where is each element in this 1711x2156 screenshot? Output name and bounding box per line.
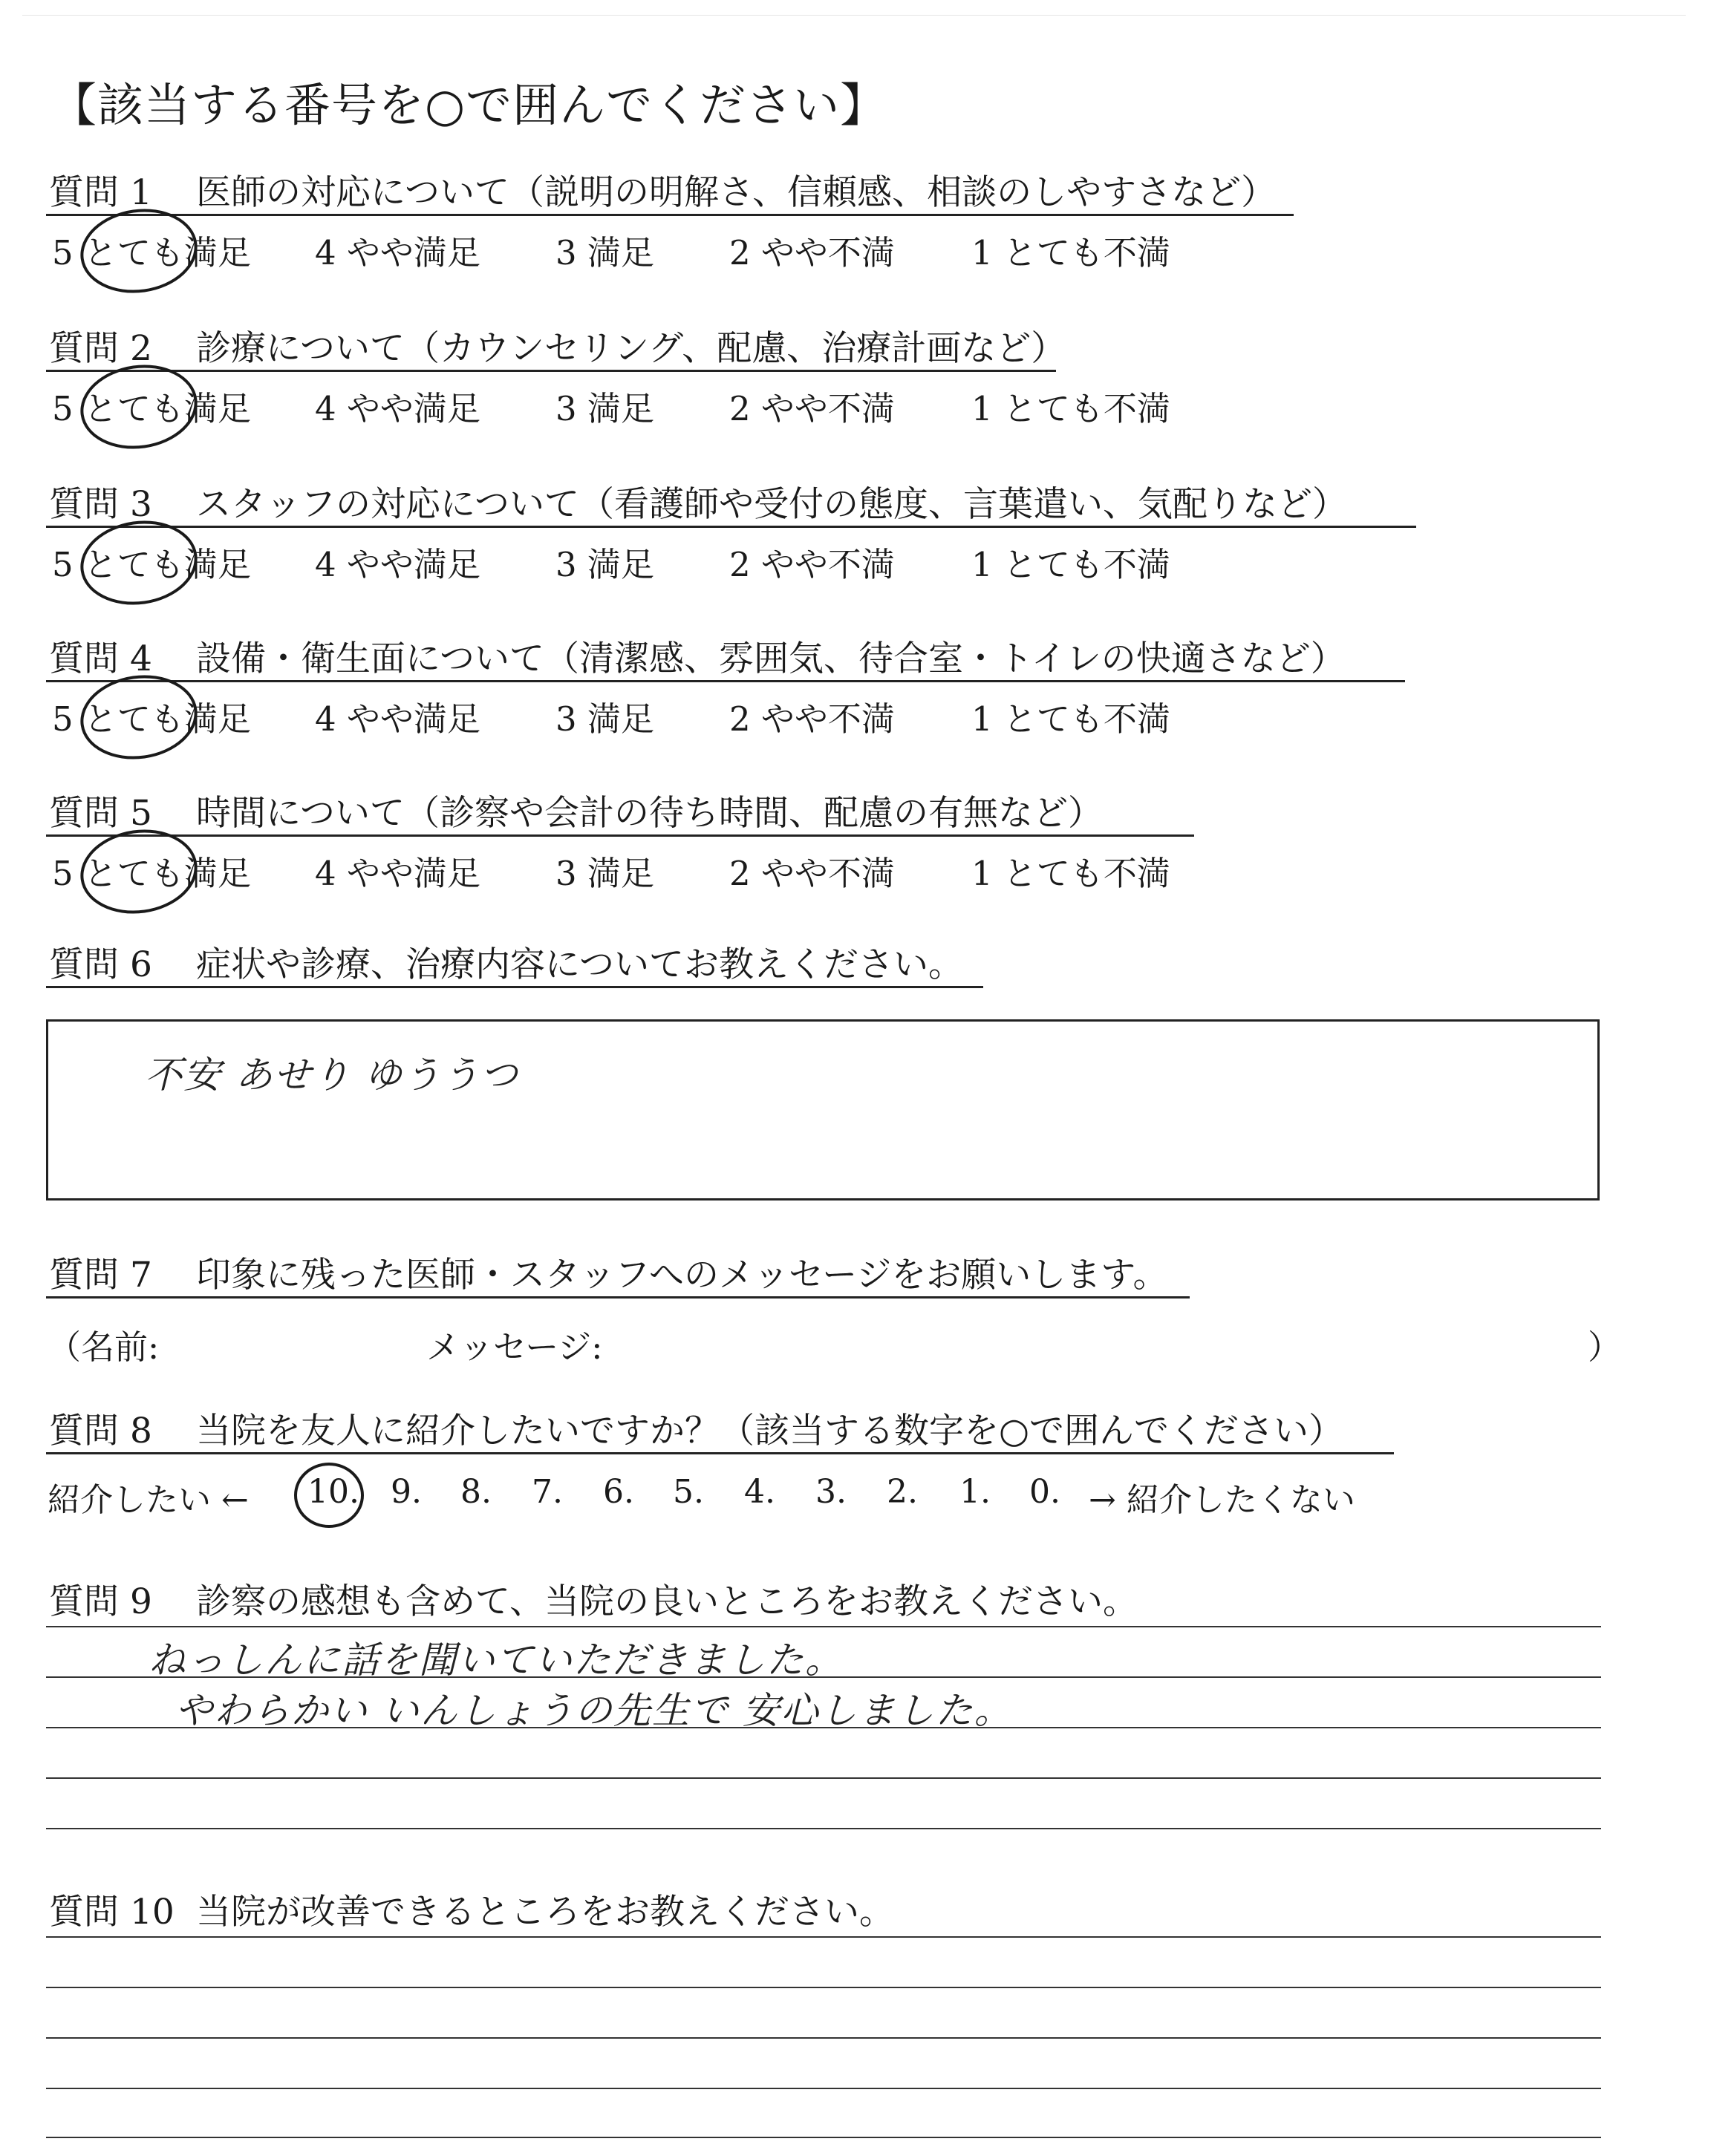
question-text: 医師の対応について（説明の明解さ、信頼感、相談のしやすさなど） [196,172,1277,213]
question-underline [46,214,1294,216]
question-3 [49,477,1347,526]
rating-option[interactable]: 3 満足 [555,854,654,893]
question-8 [49,1403,1343,1453]
question-number: 質問 4 [49,638,152,679]
scale-option[interactable]: 3. [815,1473,847,1511]
rating-option[interactable]: 4 やや満足 [315,545,480,584]
selection-circle [75,202,203,301]
question-text: 診察の感想も含めて、当院の良いところをお教えください。 [196,1581,1138,1622]
rating-option[interactable]: 2 やや不満 [729,699,895,739]
question-number: 質問 6 [49,944,152,985]
page-edge [22,15,1686,16]
question-underline [46,1452,1394,1454]
question-underline [46,834,1194,837]
selection-circle [75,358,203,457]
scale-option[interactable]: 5. [673,1473,704,1511]
writing-line [46,2137,1601,2138]
writing-line [46,1828,1601,1829]
rating-option[interactable]: 2 やや不満 [729,233,895,272]
question-number: 質問 3 [49,484,152,525]
selection-circle [75,514,203,612]
question-7 [49,1247,1167,1297]
rating-option[interactable]: 3 満足 [555,233,654,272]
rating-option[interactable]: 4 やや満足 [315,233,480,272]
question-text: スタッフの対応について（看護師や受付の態度、言葉遣い、気配りなど） [196,484,1348,525]
question-underline [46,1296,1190,1298]
rating-option[interactable]: 2 やや不満 [729,854,895,893]
close-paren: ） [1588,1327,1622,1367]
selection-circle [75,823,203,921]
scale-option[interactable]: 6. [603,1473,634,1511]
question-text: 当院が改善できるところをお教えください。 [196,1892,894,1933]
question-number: 質問 2 [49,328,152,369]
writing-line [46,1936,1601,1938]
rating-option[interactable]: 3 満足 [555,389,654,428]
question-text: 症状や診療、治療内容についてお教えください。 [196,944,964,985]
question-6 [49,937,963,987]
question-underline [46,680,1405,682]
writing-line [46,2037,1601,2039]
question-number: 質問 9 [49,1581,152,1622]
rating-option[interactable]: 5 とても満足 [52,233,251,272]
rating-option[interactable]: 3 満足 [555,545,654,584]
rating-option[interactable]: 2 やや不満 [729,545,895,584]
not-recommend-label: → 紹介したくない [1089,1481,1355,1519]
rating-option[interactable]: 1 とても不満 [971,233,1170,272]
scale-option[interactable]: 2. [887,1473,918,1511]
question-number: 質問 8 [49,1411,152,1451]
question-5 [49,785,1103,835]
writing-line [46,1626,1601,1627]
form-instruction: 【該当する番号を○で囲んでください】 [50,78,887,132]
handwritten-answer-line-2: やわらかい いんしょうの先生で 安心しました。 [175,1689,1013,1732]
writing-line [46,1727,1601,1728]
rating-option[interactable]: 2 やや不満 [729,389,895,428]
question-text: 時間について（診察や会計の待ち時間、配慮の有無など） [196,793,1104,834]
question-text: 診療について（カウンセリング、配慮、治療計画など） [196,328,1066,369]
message-label: メッセージ: [426,1327,603,1367]
question-2 [49,321,1066,370]
handwritten-answer: 不安 あせり ゆううつ [145,1054,519,1097]
scale-option[interactable]: 7. [532,1473,563,1511]
question-text: 当院を友人に紹介したいですか？（該当する数字を○で囲んでください） [196,1411,1344,1451]
recommend-label: 紹介したい ← [48,1481,249,1519]
rating-option[interactable]: 5 とても満足 [52,854,251,893]
question-number: 質問 1 [49,172,152,213]
scale-option[interactable]: 9. [391,1473,422,1511]
question-underline [46,986,983,988]
rating-option[interactable]: 1 とても不満 [971,389,1170,428]
question-9 [49,1574,1138,1624]
name-label: （名前: [48,1327,160,1367]
scale-option[interactable]: 4. [744,1473,775,1511]
selection-circle [75,668,203,767]
rating-option[interactable]: 4 やや満足 [315,389,480,428]
rating-option[interactable]: 5 とても満足 [52,389,251,428]
writing-line [46,1777,1601,1779]
question-text: 設備・衛生面について（清潔感、雰囲気、待合室・トイレの快適さなど） [196,638,1346,679]
rating-option[interactable]: 5 とても満足 [52,699,251,739]
writing-line [46,2088,1601,2089]
question-underline [46,526,1416,528]
writing-line [46,1676,1601,1678]
rating-option[interactable]: 1 とても不満 [971,699,1170,739]
question-10 [49,1884,894,1934]
selection-circle [294,1463,364,1528]
scale-option[interactable]: 10. [307,1473,359,1511]
question-4 [49,631,1346,681]
writing-line [46,1987,1601,1988]
question-number: 質問 10 [49,1892,175,1933]
question-number: 質問 5 [49,793,152,834]
answer-box[interactable] [46,1019,1600,1200]
handwritten-answer-line-1: ねっしんに話を聞いていただきました。 [149,1639,844,1682]
rating-option[interactable]: 3 満足 [555,699,654,739]
question-number: 質問 7 [49,1255,152,1296]
rating-option[interactable]: 5 とても満足 [52,545,251,584]
scale-option[interactable]: 8. [460,1473,492,1511]
rating-option[interactable]: 4 やや満足 [315,699,480,739]
question-text: 印象に残った医師・スタッフへのメッセージをお願いします。 [196,1255,1168,1296]
rating-option[interactable]: 4 やや満足 [315,854,480,893]
question-underline [46,370,1056,372]
rating-option[interactable]: 1 とても不満 [971,545,1170,584]
question-1 [49,165,1276,215]
scale-option[interactable]: 0. [1029,1473,1060,1511]
scale-option[interactable]: 1. [959,1473,991,1511]
rating-option[interactable]: 1 とても不満 [971,854,1170,893]
